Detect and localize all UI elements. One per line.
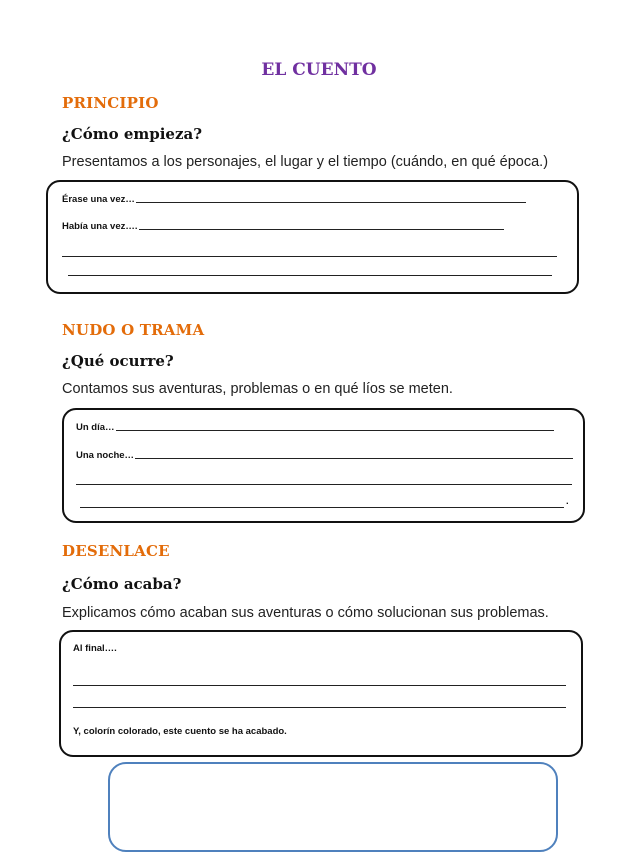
- answer-rule[interactable]: [73, 685, 566, 686]
- prompt-line-una-noche[interactable]: [76, 450, 573, 461]
- section-description-desenlace: Explicamos cómo acaban sus aventuras o cómo solucionan sus problemas.: [62, 605, 549, 621]
- answer-rule: [116, 429, 554, 431]
- answer-rule[interactable]: [80, 507, 564, 508]
- answer-rule[interactable]: [68, 275, 552, 276]
- writing-box-desenlace[interactable]: [59, 630, 583, 757]
- drawing-frame[interactable]: [108, 762, 558, 852]
- writing-box-principio[interactable]: [46, 180, 579, 294]
- answer-rule: [136, 201, 526, 203]
- section-description-nudo: Contamos sus aventuras, problemas o en qué líos se meten.: [62, 381, 453, 397]
- writing-box-nudo[interactable]: [62, 408, 585, 523]
- end-mark: .: [566, 496, 569, 507]
- prompt-label-una-noche: Una noche…: [76, 450, 135, 461]
- answer-rule: [139, 228, 504, 230]
- section-heading-nudo: NUDO O TRAMA: [62, 321, 205, 339]
- closing-line: Y, colorín colorado, este cuento se ha acabado.: [73, 726, 287, 737]
- prompt-line-habia[interactable]: [62, 221, 504, 232]
- answer-rule[interactable]: [76, 484, 572, 485]
- prompt-line-un-dia[interactable]: [76, 422, 554, 433]
- section-heading-principio: PRINCIPIO: [62, 94, 159, 112]
- prompt-label-habia: Había una vez….: [62, 221, 138, 232]
- prompt-label-al-final: Al final….: [73, 643, 117, 654]
- prompt-line-erase[interactable]: [62, 194, 526, 205]
- page-title: EL CUENTO: [261, 60, 377, 80]
- section-question-nudo: ¿Qué ocurre?: [62, 352, 174, 370]
- answer-rule[interactable]: [62, 256, 557, 257]
- answer-rule: [135, 457, 573, 459]
- section-question-principio: ¿Cómo empieza?: [62, 125, 203, 143]
- section-description-principio: Presentamos a los personajes, el lugar y el tiempo (cuándo, en qué época.): [62, 154, 549, 170]
- answer-rule[interactable]: [73, 707, 566, 708]
- prompt-label-erase: Érase una vez…: [62, 194, 135, 205]
- prompt-label-un-dia: Un día…: [76, 422, 115, 433]
- section-heading-desenlace: DESENLACE: [62, 542, 170, 560]
- section-question-desenlace: ¿Cómo acaba?: [62, 575, 182, 593]
